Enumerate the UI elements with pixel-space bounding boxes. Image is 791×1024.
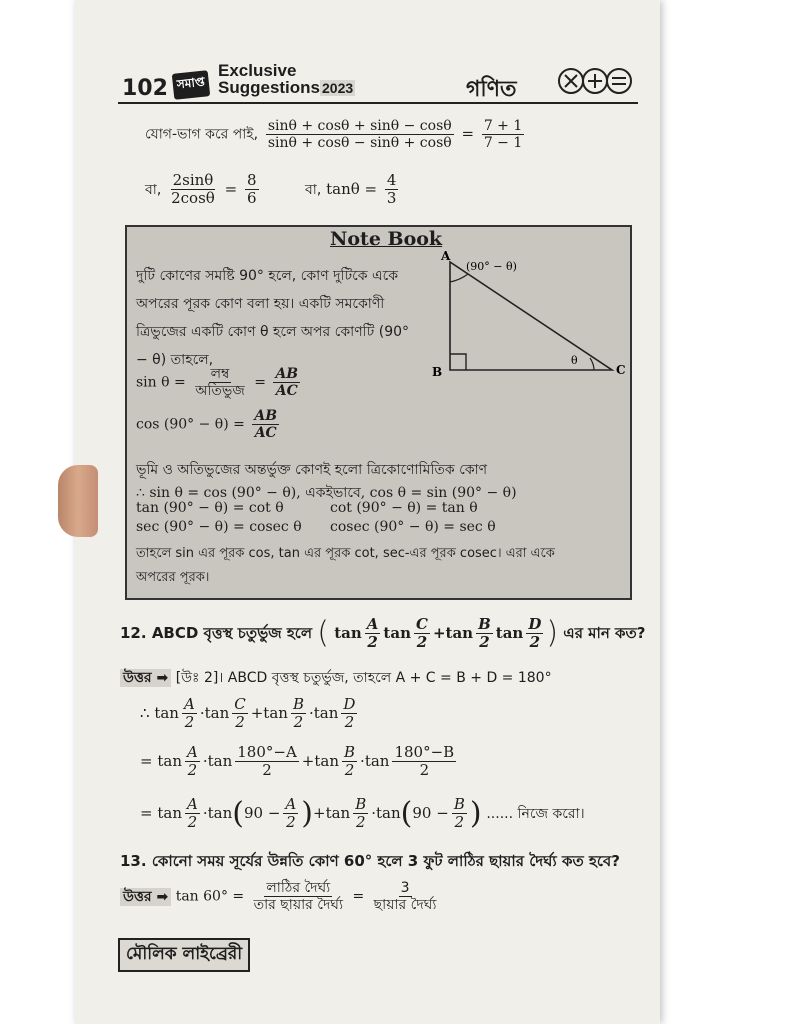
s3-tan-1: tan: [157, 803, 182, 822]
s1-two-4: 2: [344, 713, 355, 732]
q12-text: ABCD বৃত্তস্থ চতুর্ভুজ হলে: [151, 623, 313, 642]
series-title-line2: Suggestions: [218, 78, 321, 97]
s2-a: A: [187, 743, 198, 761]
q12-step-1: [140, 696, 360, 732]
s3-two-3: 2: [355, 813, 366, 832]
q12-tan-2: tan: [383, 623, 411, 642]
sin-definition: sin θ = $\frac{\text{লম্ব}}{\text{অতিভুজ}}$ = $\frac{AB}{AC}$: [136, 366, 299, 400]
sin-lhs: sin θ =: [136, 374, 186, 391]
identity-cosec: cosec (90° − θ) = sec θ: [330, 519, 496, 535]
q12-step-3: = tan $\frac{A}{2}$ ·tan(90 − $\frac{A}{2}$ )+tan $\frac{B}{2}$ ·tan(90 − $\frac{B}{2}$ ) ...... নিজে করো।: [140, 795, 585, 832]
s3-b: B: [355, 795, 367, 813]
math-symbols-icon: [556, 66, 634, 96]
s2-two-2: 2: [262, 761, 272, 780]
note-paragraph: [136, 262, 409, 374]
lhs-numerator: sinθ + cosθ + sinθ − cosθ: [267, 118, 452, 134]
q12-two-3: 2: [479, 633, 490, 652]
q12-number: 12.: [120, 623, 147, 642]
s1-dot-1: ·: [199, 703, 205, 722]
s2-180b: 180°−B: [394, 743, 455, 761]
answer-tag-13: উত্তর ➡: [120, 888, 171, 906]
note-line-2: অপরের পূরক কোণ বলা হয়। একটি সমকোণী: [136, 296, 385, 312]
top-prefix: যোগ-ভাগ করে পাই,: [145, 126, 259, 143]
s1-plus: +: [250, 703, 264, 722]
q13-number: 13.: [120, 852, 147, 870]
s2-tan-4: tan: [364, 751, 390, 770]
publisher-label: মৌলিক লাইব্রেরী: [118, 938, 250, 972]
q13-answer: [120, 880, 441, 913]
note-title: Note Book: [330, 228, 443, 250]
ab-label-2: AB: [254, 408, 278, 424]
note-line-1: দুটি কোণের সমষ্টি 90° হলে, কোণ দুটিকে একে: [136, 268, 399, 284]
page-header: [118, 60, 638, 104]
ratio-den: 6: [246, 189, 257, 208]
s1-tan-1: tan: [154, 703, 179, 722]
s1-two-3: 2: [293, 713, 304, 732]
s1-two-2: 2: [235, 713, 245, 732]
note-line-4: − θ) তাহলে,: [136, 352, 214, 368]
tan-result: [305, 172, 401, 208]
s2-dot-2: ·: [360, 751, 365, 770]
identity-tan: tan (90° − θ) = cot θ: [136, 500, 284, 516]
q12-tan-3: tan: [445, 623, 474, 642]
ab-label: AB: [275, 366, 299, 382]
header-rule: [118, 102, 638, 104]
s2-tan-1: tan: [157, 751, 182, 770]
s1-b: B: [292, 695, 304, 713]
hyp-label: অতিভুজ: [195, 383, 245, 400]
identity-line-1: ∴ sin θ = cos (90° − θ), একইভাবে, cos θ = sin (90° − θ): [136, 485, 517, 501]
s2-dot-1: ·: [202, 751, 208, 770]
q12-two-4: 2: [529, 633, 541, 652]
q12-answer-text: [উঃ 2]। ABCD বৃত্তস্থ চতুর্ভুজ, তাহলে A + C = B + D = 180°: [175, 670, 552, 686]
s2-eq: =: [140, 751, 153, 770]
sin-ratio-den: 2cosθ: [171, 189, 215, 208]
cos-definition: [136, 408, 282, 441]
tan-den: 3: [386, 189, 397, 208]
s1-c: C: [234, 695, 246, 713]
lhs-denominator: sinθ + cosθ − sinθ + cosθ: [267, 135, 452, 152]
rhs-denominator: 7 − 1: [483, 135, 523, 152]
identity-cot: cot (90° − θ) = tan θ: [330, 500, 478, 516]
s3-tail: ...... নিজে করো।: [486, 805, 585, 822]
brand-badge: সমাপ্ত: [172, 70, 210, 100]
s3-two-2: 2: [286, 813, 296, 832]
note-line-3: ত্রিভুজের একটি কোণ θ হলে অপর কোণটি (90°: [136, 324, 410, 340]
year: 2023: [322, 80, 354, 96]
trig-angle-definition: ভূমি ও অতিভুজের অন্তর্ভুক্ত কোণই হলো ত্রিকোণোমিতিক কোণ: [136, 462, 488, 478]
ac-label-2: AC: [254, 425, 277, 442]
s2-tan-3: tan: [314, 751, 340, 770]
ba-2: বা,: [305, 181, 322, 198]
perp-label: লম্ব: [210, 366, 230, 382]
q13-eq: =: [352, 888, 365, 905]
q12-tan-1: tan: [334, 623, 362, 642]
therefore-sign: ∴: [140, 703, 150, 722]
subject-title: গণিত: [466, 77, 517, 102]
q12-plus: +: [432, 623, 446, 642]
q12-step-2: [140, 744, 459, 780]
answer-tag-12: উত্তর ➡: [120, 669, 171, 687]
s2-two-3: 2: [344, 761, 355, 780]
tan-num: 4: [386, 171, 397, 189]
identity-sec: sec (90° − θ) = cosec θ: [136, 519, 302, 535]
s3-plus: +: [312, 803, 326, 822]
q12-b: B: [478, 615, 491, 633]
s3-b2: B: [453, 795, 465, 813]
ac-label: AC: [275, 383, 298, 400]
right-triangle-diagram: [430, 250, 630, 380]
s2-two-1: 2: [187, 761, 198, 780]
s3-two-1: 2: [187, 813, 198, 832]
s1-two-1: 2: [184, 713, 195, 732]
q13-lhs: tan 60° =: [175, 888, 245, 905]
sin-ratio-num: 2sinθ: [172, 171, 214, 189]
q13-text: কোনো সময় সূর্যের উন্নতি কোণ 60° হলে 3 ফুট লাঠির ছায়ার দৈর্ঘ্য কত হবে?: [151, 852, 620, 870]
q12-tan-4: tan: [495, 623, 524, 642]
complement-summary-1: তাহলে sin এর পূরক cos, tan এর পূরক cot, sec-এর পূরক cosec। এরা একে: [136, 546, 555, 561]
s1-a: A: [183, 695, 195, 713]
s3-tan-4: tan: [376, 803, 401, 822]
ratio-num: 8: [246, 171, 257, 189]
complement-summary-2: অপরের পূরক।: [136, 570, 210, 585]
vertex-a-label: A: [441, 250, 451, 263]
three: 3: [400, 880, 410, 896]
q12-a: A: [366, 615, 379, 633]
question-13: [120, 850, 620, 875]
q12-d: D: [528, 615, 542, 633]
s1-dot-2: ·: [308, 703, 314, 722]
top-equation-2: বা, $\frac{2\sin\theta}{2\cos\theta}$ = $\frac{8}{6}$: [145, 171, 257, 208]
question-12: 12. ABCD বৃত্তস্থ চতুর্ভুজ হলে ( tan $\frac{A}{2}$ tan $\frac{C}{2}$ +tan $\frac{B}{2}$ tan $\frac{D}{2}$ ) এর মান কত?: [120, 615, 646, 652]
cos-lhs: cos (90° − θ) =: [136, 416, 245, 433]
angle-theta-label: θ: [571, 354, 578, 367]
q12-text-post: এর মান কত?: [563, 623, 646, 642]
s2-180a: 180°−A: [237, 743, 297, 761]
s3-tan-2: tan: [207, 803, 233, 822]
series-title: [218, 62, 355, 96]
tan-lhs: tanθ =: [326, 179, 378, 198]
s3-a2: A: [285, 795, 297, 813]
q12-answer: [120, 666, 552, 690]
s3-dot-1: ·: [202, 803, 208, 822]
thumb: [58, 465, 98, 537]
angle-top-label: (90° − θ): [466, 260, 517, 273]
s3-tan-3: tan: [325, 803, 351, 822]
s3-ninety-1: 90 −: [243, 803, 281, 822]
s3-dot-2: ·: [371, 803, 377, 822]
s3-eq: =: [140, 803, 153, 822]
vertex-b-label: B: [432, 365, 443, 379]
its-shadow-length: তার ছায়ার দৈর্ঘ্য: [253, 897, 344, 914]
rhs-numerator: 7 + 1: [483, 118, 523, 134]
s1-d: D: [343, 695, 356, 713]
q12-c: C: [415, 615, 428, 633]
s3-a: A: [187, 795, 198, 813]
s3-ninety-2: 90 −: [412, 803, 449, 822]
s1-tan-2: tan: [204, 703, 230, 722]
s3-two-4: 2: [454, 813, 465, 832]
s2-plus: +: [301, 751, 315, 770]
ba-1: বা,: [145, 181, 162, 198]
top-equation-1: যোগ-ভাগ করে পাই, $\frac{\sin\theta + \cos\theta + \sin\theta - \cos\theta}{\sin\theta + \cos\theta - \sin\theta + \cos\theta}$ = $\frac{7 + 1}{7 - 1}$: [145, 118, 523, 152]
s1-tan-3: tan: [263, 703, 288, 722]
s2-tan-2: tan: [207, 751, 233, 770]
stick-length: লাঠির দৈর্ঘ্য: [266, 880, 331, 896]
shadow-length: ছায়ার দৈর্ঘ্য: [373, 897, 437, 914]
s2-two-4: 2: [419, 761, 430, 780]
s1-tan-4: tan: [313, 703, 339, 722]
s2-b: B: [344, 743, 356, 761]
q12-two-1: 2: [367, 633, 378, 652]
series-title-line1: Exclusive: [218, 61, 297, 80]
vertex-c-label: C: [616, 363, 626, 377]
q12-two-2: 2: [416, 633, 428, 652]
page-number: 102: [122, 76, 168, 101]
